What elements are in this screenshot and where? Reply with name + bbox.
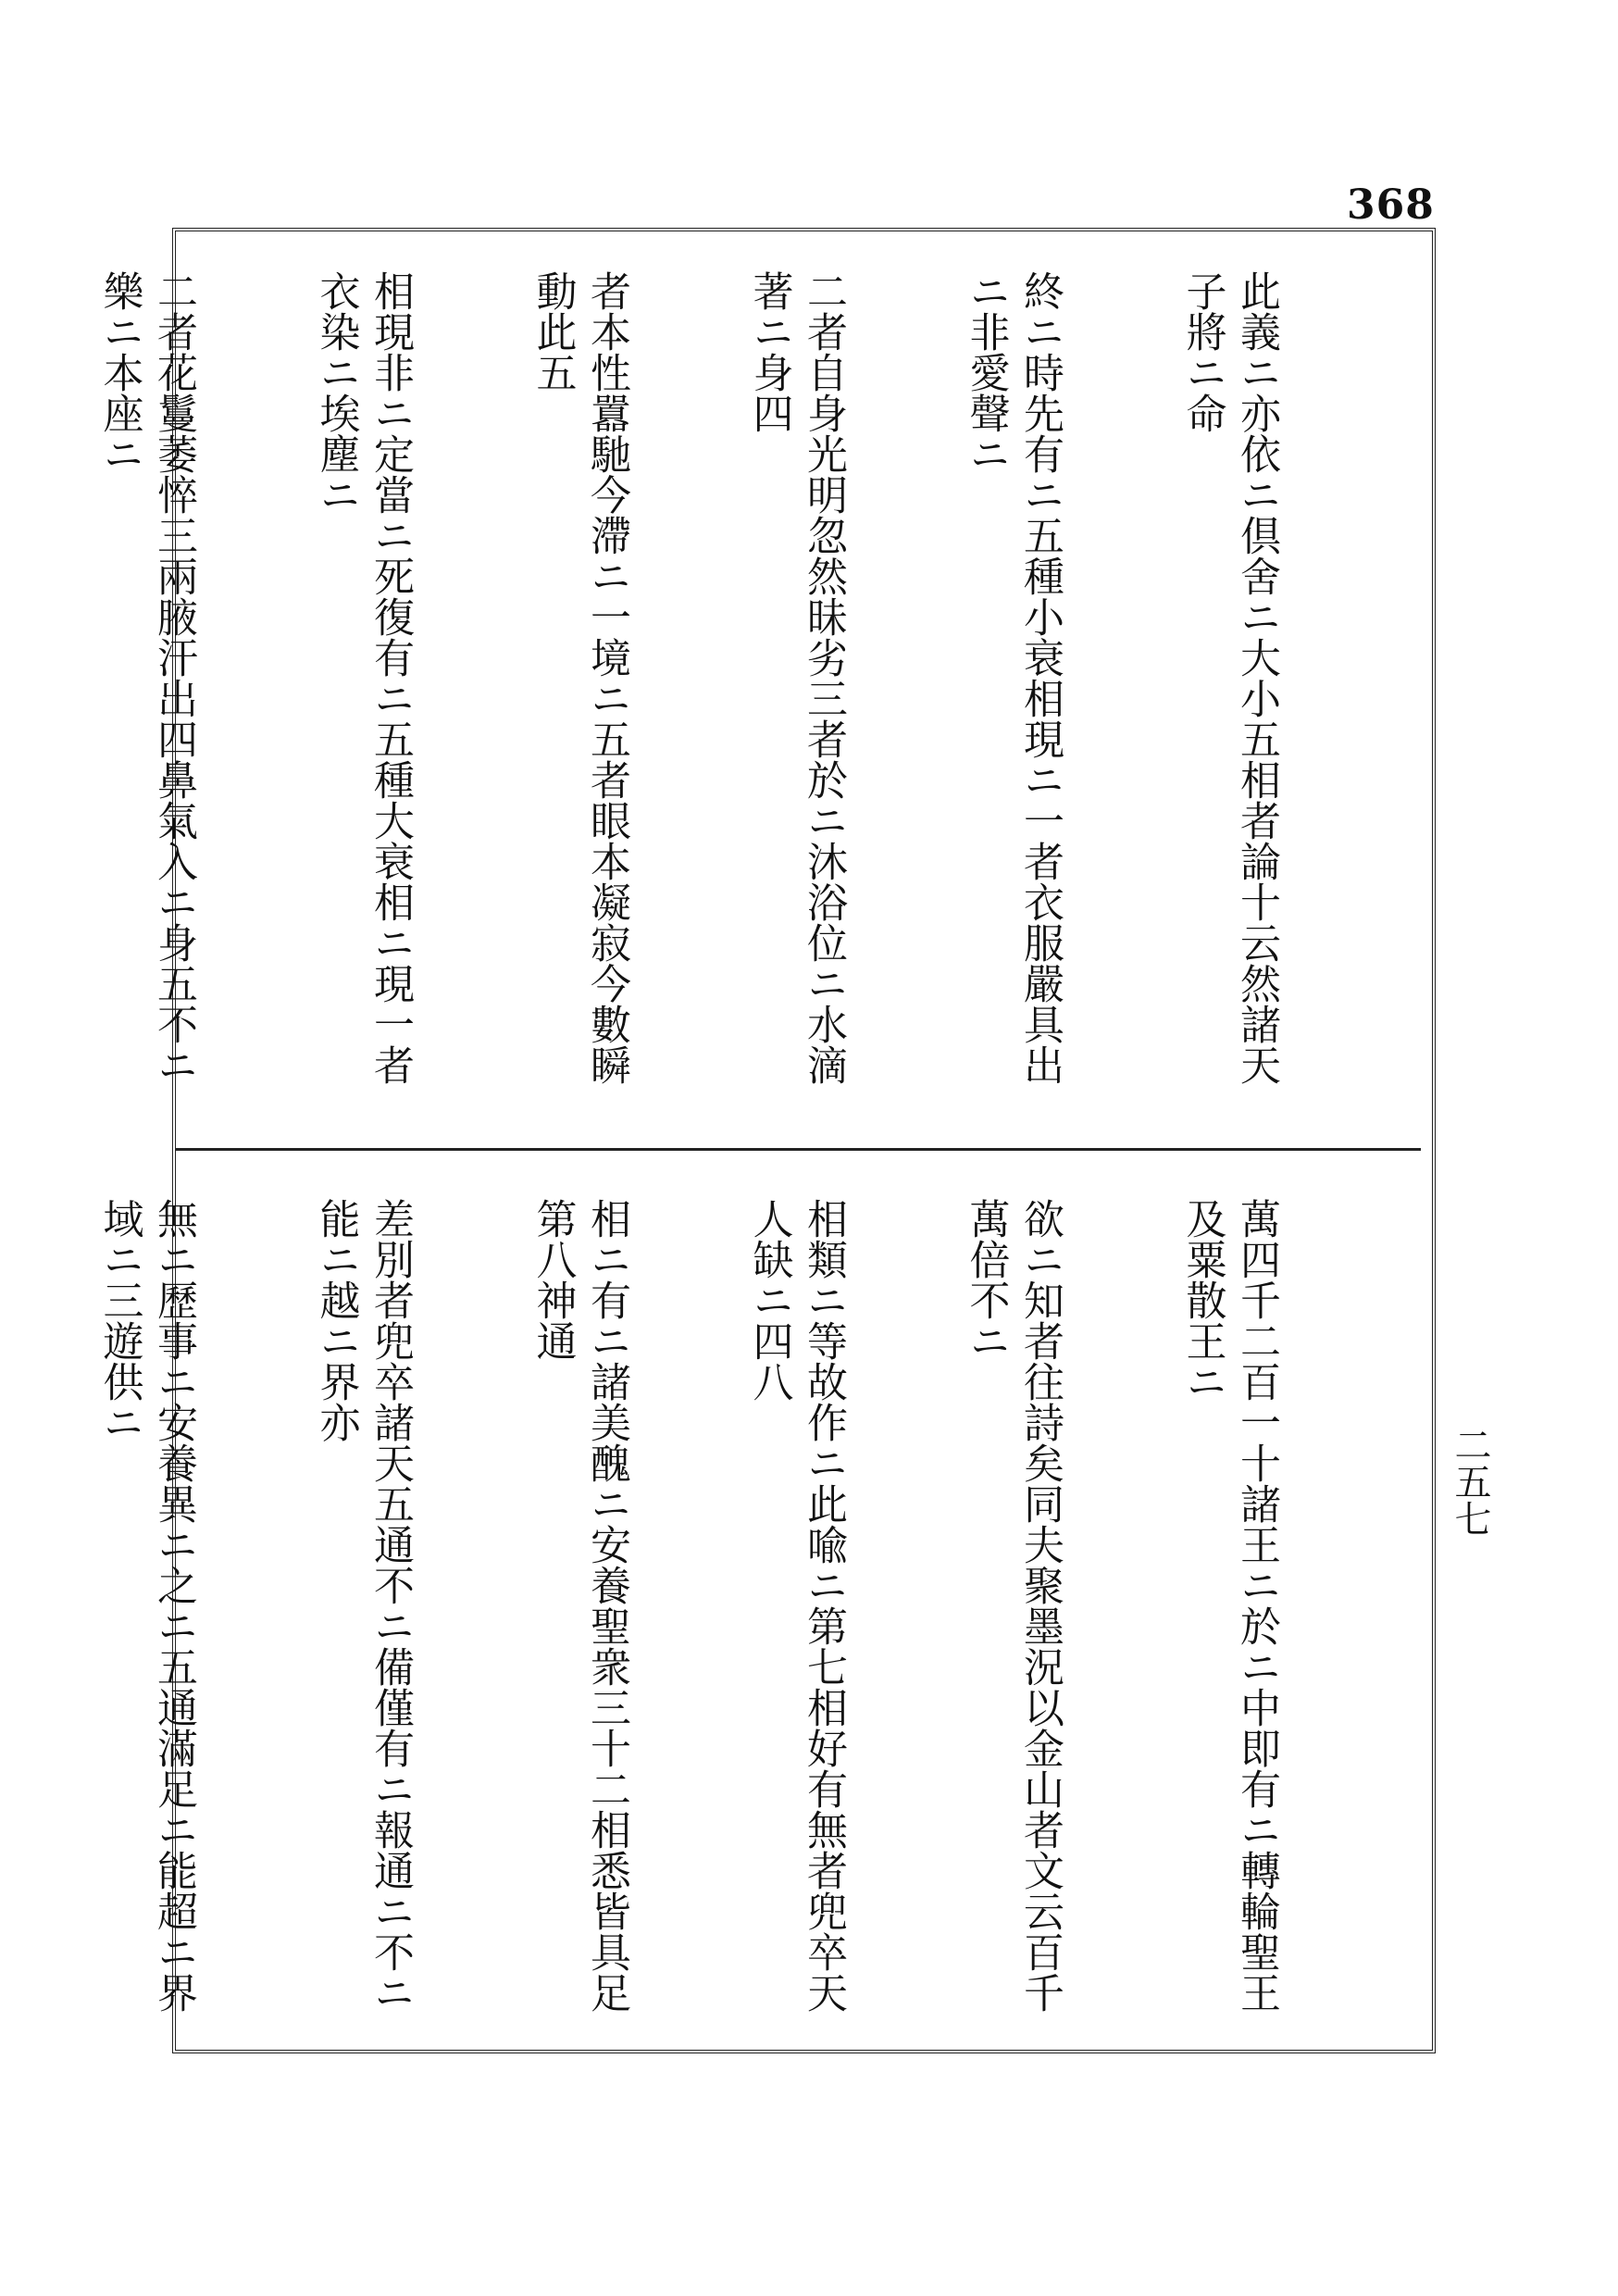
text-column: 相現非ニ定當ニ死復有ニ五種大衰相ニ現一者衣染ニ埃塵ニ bbox=[312, 270, 414, 1085]
text-column: 二者自身光明忽然昧劣三者於ニ沐浴位ニ水滴著ニ身四 bbox=[745, 270, 847, 1085]
text-column: 差別者兜卒諸天五通不ニ備僅有ニ報通ニ不ニ能ニ越ニ界亦 bbox=[312, 1198, 414, 2013]
section-divider bbox=[176, 1148, 1421, 1151]
text-column: 萬四千二百一十諸王ニ於ニ中即有ニ轉輪聖王及粟散王ニ bbox=[1178, 1198, 1280, 2013]
margin-page-label: 二五七 bbox=[1449, 1426, 1491, 1537]
text-column: 終ニ時先有ニ五種小衰相現ニ一者衣服嚴具出ニ非愛聲ニ bbox=[962, 270, 1064, 1085]
upper-text-block bbox=[0, 270, 1391, 1085]
lower-text-section bbox=[95, 1185, 1421, 2037]
text-column: 相類ニ等故作ニ此喩ニ第七相好有無者兜卒天人缺ニ四八 bbox=[745, 1198, 847, 2013]
text-column: 者本性囂馳今滯ニ一境ニ五者眼本凝寂今數瞬動此五 bbox=[529, 270, 630, 1085]
text-column: 無ニ歷事ニ安養異ニ之ニ五通滿足ニ能超ニ界域ニ三遊供ニ bbox=[95, 1198, 197, 2013]
text-column: 此義ニ亦依ニ倶舍ニ大小五相者論十云然諸天子將ニ命 bbox=[1178, 270, 1280, 1085]
text-column: 相ニ有ニ諸美醜ニ安養聖衆三十二相悉皆具足第八神通 bbox=[529, 1198, 630, 2013]
text-column: 欲ニ知者往詩矣同夫聚墨況以金山者文云百千萬倍不ニ bbox=[962, 1198, 1064, 2013]
text-column: 二者花鬘萎悴三兩腋汗出四鼻氣入ニ身五不ニ樂ニ本座ニ bbox=[95, 270, 197, 1085]
lower-text-block bbox=[0, 1198, 1391, 2031]
page-number: 368 bbox=[1347, 181, 1435, 229]
upper-text-section bbox=[95, 243, 1421, 1113]
